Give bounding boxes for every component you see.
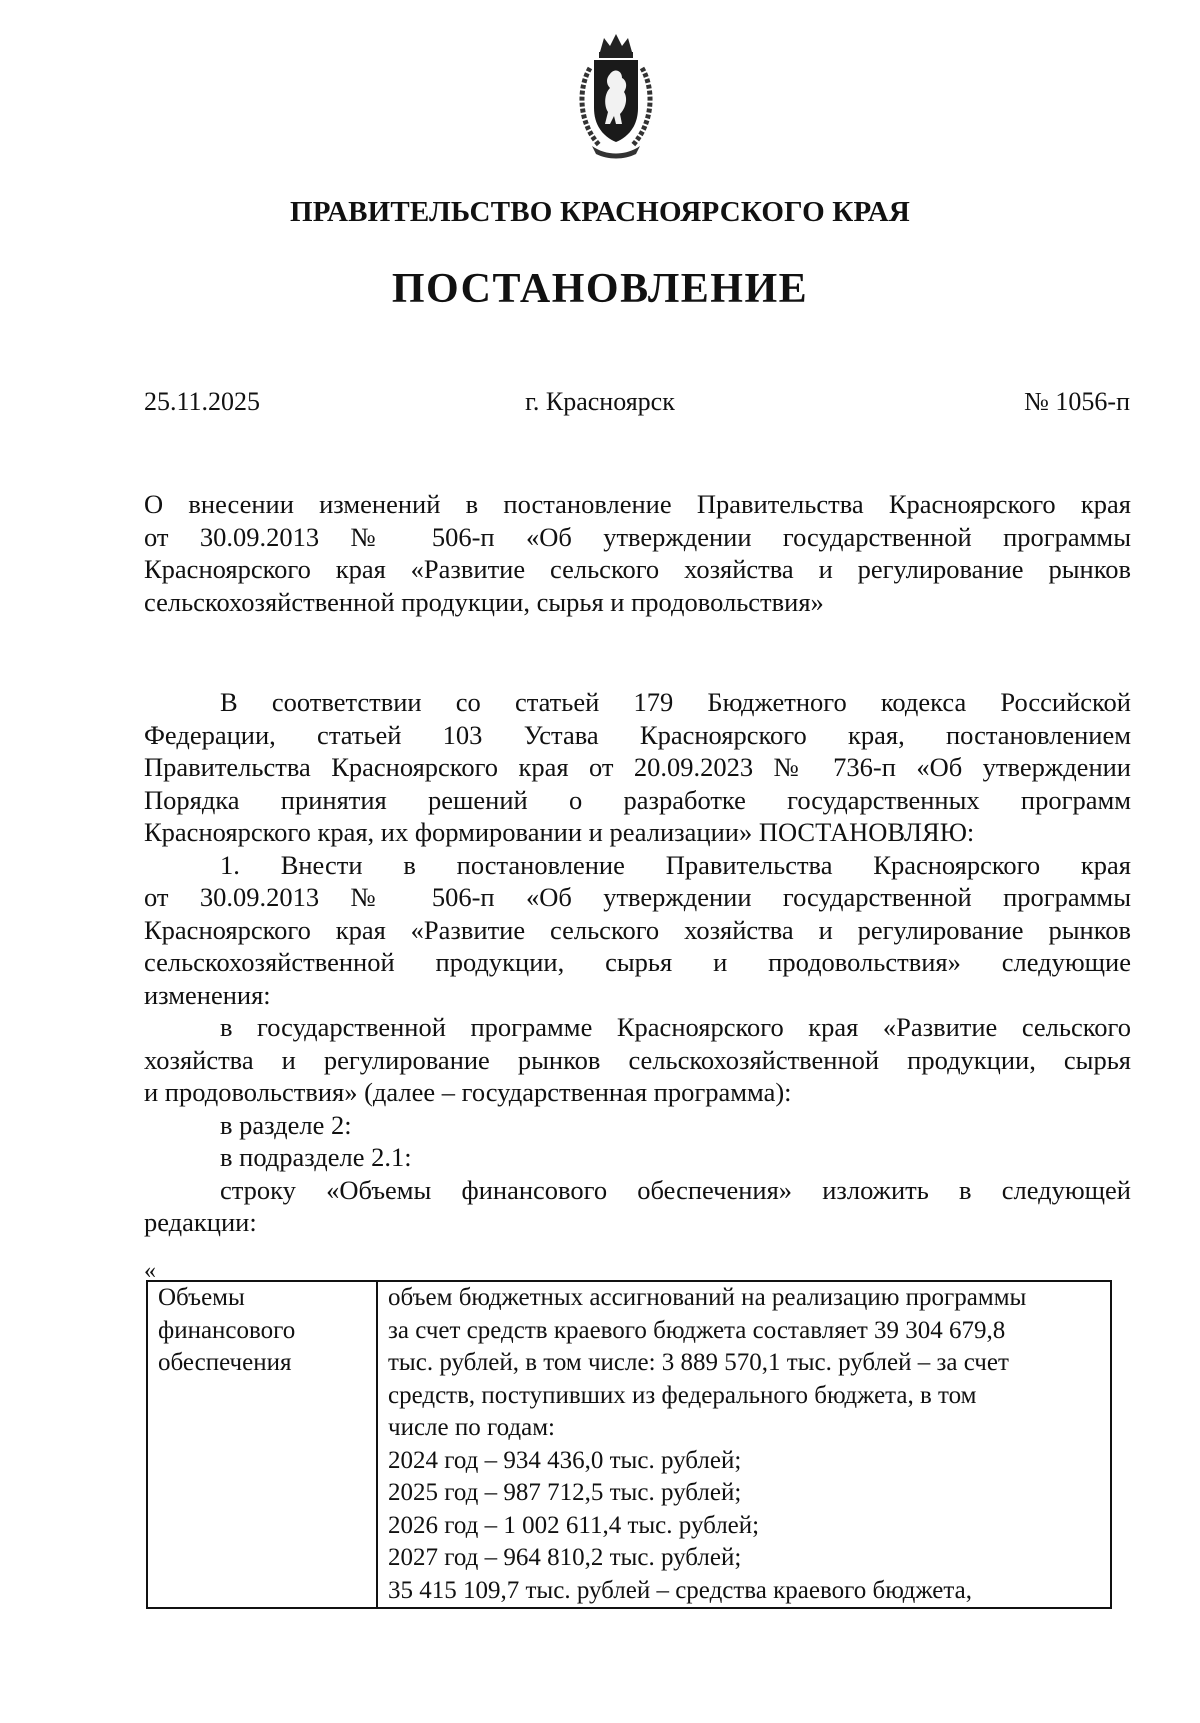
body-line: сельскохозяйственной продукции, сырья и продовольствия» следующие	[144, 947, 1131, 977]
subject-line: Красноярского края «Развитие сельского хозяйства и регулирование рынков	[144, 554, 1131, 584]
finance-table	[146, 1280, 1112, 1609]
subject-line: от 30.09.2013 № 506-п «Об утверждении государственной программы	[144, 521, 1131, 552]
body-line: изменения:	[144, 979, 271, 1010]
content-line: 2024 год – 934 436,0 тыс. рублей;	[388, 1446, 742, 1474]
content-line: числе по годам:	[388, 1414, 555, 1441]
body-line: Красноярского края «Развитие сельского хозяйства и регулирование рынков	[144, 914, 1131, 945]
content-line: за счет средств краевого бюджета составляет 39 304 679,8	[388, 1316, 1006, 1344]
opening-quote: «	[144, 1258, 156, 1284]
content-line: тыс. рублей, в том числе: 3 889 570,1 тыс. рублей – за счет	[388, 1349, 1009, 1376]
body-line: и продовольствия» (далее – государственная программа):	[144, 1077, 792, 1107]
body-line: в разделе 2:	[220, 1109, 352, 1140]
content-line: 35 415 109,7 тыс. рублей – средства краевого бюджета,	[388, 1576, 972, 1604]
body-line: в государственной программе Красноярского края «Развитие сельского	[220, 1012, 1131, 1042]
body-line: Порядка принятия решений о разработке государственных программ	[144, 784, 1131, 815]
content-line: 2025 год – 987 712,5 тыс. рублей;	[388, 1479, 742, 1506]
label-line: обеспечения	[158, 1349, 292, 1376]
table-content-cell	[377, 1281, 1111, 1608]
subject-line: О внесении изменений в постановление Правительства Красноярского края	[144, 489, 1131, 519]
body-line: Правительства Красноярского края от 20.09.2023 № 736-п «Об утверждении	[144, 752, 1131, 782]
body-line: Федерации, статьей 103 Устава Красноярского края, постановлением	[144, 719, 1131, 750]
label-line: Объемы	[158, 1284, 245, 1311]
body-line: от 30.09.2013 № 506-п «Об утверждении государственной программы	[144, 882, 1131, 912]
organization-title: ПРАВИТЕЛЬСТВО КРАСНОЯРСКОГО КРАЯ	[289, 196, 911, 228]
body-line: редакции:	[144, 1207, 257, 1237]
body-line: строку «Объемы финансового обеспечения» изложить в следующей	[220, 1174, 1131, 1205]
content-line: средств, поступивших из федерального бюджета, в том	[388, 1381, 977, 1409]
document-body	[144, 686, 1131, 1239]
coat-of-arms-icon	[570, 28, 662, 160]
body-line: Красноярского края, их формировании и реализации» ПОСТАНОВЛЯЮ:	[144, 817, 975, 847]
document-date: 25.11.2025	[144, 387, 261, 416]
document-type-title: ПОСТАНОВЛЕНИЕ	[391, 266, 809, 312]
body-line: в подразделе 2.1:	[220, 1142, 412, 1172]
body-line: В соответствии со статьей 179 Бюджетного кодекса Российской	[220, 687, 1131, 717]
content-line: 2026 год – 1 002 611,4 тыс. рублей;	[388, 1511, 760, 1539]
content-line: 2027 год – 964 810,2 тыс. рублей;	[388, 1544, 742, 1571]
content-line: объем бюджетных ассигнований на реализацию программы	[388, 1284, 1027, 1311]
label-line: финансового	[158, 1316, 296, 1344]
table-row	[147, 1281, 1111, 1608]
body-line: хозяйства и регулирование рынков сельскохозяйственной продукции, сырья	[144, 1044, 1131, 1075]
table-label-cell	[147, 1281, 377, 1608]
body-line: 1. Внести в постановление Правительства Красноярского края	[220, 849, 1131, 880]
subject-line: сельскохозяйственной продукции, сырья и продовольствия»	[144, 586, 824, 617]
document-subject	[144, 488, 1131, 618]
document-number: № 1056-п	[1024, 387, 1130, 416]
document-city: г. Красноярск	[525, 387, 675, 416]
